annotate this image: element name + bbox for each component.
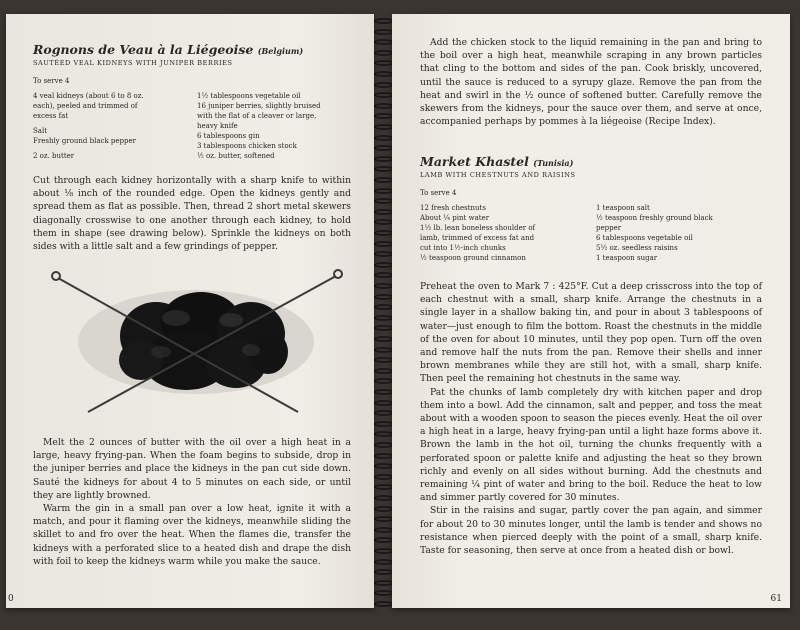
binding-coil (374, 262, 394, 268)
binding-coil (374, 241, 394, 247)
binding-coil (374, 495, 394, 501)
binding-coil (374, 219, 394, 225)
right-ingredients-col1 (420, 204, 586, 264)
left-paragraph-3: Warm the gin in a small pan over a low heat, ignite it with a match, and pour it flaming over the kidneys, meanwhile sliding the skillet to and fro over the heat. When the flames die, transfer the kidneys with a perforated slice to a heated dish and drape the dish with foil to keep the kidneys warm while you make the sauce. (33, 503, 351, 567)
binding-coil (374, 453, 394, 459)
skewered-kidney-photo (36, 260, 366, 420)
ingredient: 4 veal kidneys (about 6 to 8 oz. (33, 92, 144, 100)
right-paragraph-top: Add the chicken stock to the liquid remaining in the pan and bring to the boil over a high heat, meanwhile scraping in any brown particles that cling to the bottom and sides of the pan. Cook briskly, uncovered, until the sauce is reduced to a syrupy glaze. Remove the pan from the heat and swirl in the ½ ounce of softened butter. Carefully remove the skewers from the kidneys, pour the sauce over them, and serve at once, accompanied perhaps by pommes à la liégeoise (Recipe Index). (420, 37, 762, 128)
ingredient: ½ oz. butter, softened (197, 152, 275, 160)
right-recipe-subtitle: LAMB WITH CHESTNUTS AND RAISINS (420, 171, 576, 179)
binding-coil (374, 559, 394, 565)
left-ingredients-col2 (197, 92, 351, 162)
binding-coil (374, 410, 394, 416)
right-recipe-title-text: Market Khastel (420, 154, 529, 169)
ingredient: excess fat (33, 112, 69, 120)
binding-coil (374, 29, 394, 35)
right-paragraph-2: Pat the chunks of lamb completely dry with kitchen paper and drop them into a bowl. Add the cinnamon, salt and pepper, and toss the meat about with a wooden spoon to season the pieces evenly. Heat the oil over a high heat in a large, heavy frying-pan until a light haze forms above it. Brown the lamb in the hot oil, turning the chunks frequently with a perforated spoon or palette knife and adjusting the heat so they brown richly and evenly on all sides without burning. Add the chestnuts and remaining ¼ pint of water and bring to the boil. Reduce the heat to low and simmer partly covered for 30 minutes. (420, 386, 762, 504)
ingredient: 6 tablespoons gin (197, 132, 260, 140)
binding-coil (374, 336, 394, 342)
ingredient: 6 tablespoons vegetable oil (596, 234, 693, 242)
binding-coil (374, 527, 394, 533)
left-paragraph-2: Melt the 2 ounces of butter with the oil over a high heat in a large, heavy frying-pan. When the foam begins to subside, drop in the juniper berries and place the kidneys in the pan cut side down. Sauté the kidneys for about 4 to 5 minutes on each side, or until they are lightly browned. (33, 437, 351, 501)
binding-coil (374, 421, 394, 427)
binding-coil (374, 209, 394, 215)
binding-coil (374, 368, 394, 374)
binding-coil (374, 484, 394, 490)
left-serves: To serve 4 (33, 77, 70, 85)
ingredient: 3 tablespoons chicken stock (197, 142, 297, 150)
ingredient: 12 fresh chestnuts (420, 204, 486, 212)
binding-coil (374, 166, 394, 172)
left-recipe-header (33, 42, 351, 162)
ingredient: lamb, trimmed of excess fat and (420, 234, 535, 242)
binding-coil (374, 71, 394, 77)
left-recipe-subtitle: SAUTÉED VEAL KIDNEYS WITH JUNIPER BERRIES (33, 59, 233, 67)
right-paragraph-1: Preheat the oven to Mark 7 : 425°F. Cut a deep crisscross into the top of each chestnut with a small, sharp knife. Arrange the chestnuts in a single layer in a shallow baking tin, and pour in about 3 tablespoons of water—just enough to film the bottom. Roast the chestnuts in the middle of the oven for about 10 minutes, until they pop open. Turn off the oven and remove half the nuts from the pan. Remove their shells and inner brown membranes while they are still hot, with a small, sharp knife. Then peel the remaining hot chestnuts in the same way. (420, 281, 762, 385)
ingredient: 16 juniper berries, slightly bruised (197, 102, 321, 110)
ingredient: pepper (596, 224, 622, 232)
binding-coil (374, 156, 394, 162)
binding-coil (374, 442, 394, 448)
binding-coil (374, 82, 394, 88)
ingredient: ½ teaspoon ground cinnamon (420, 254, 526, 262)
binding-coil (374, 124, 394, 130)
ingredient: ½ teaspoon freshly ground black (596, 214, 713, 222)
binding-coil (374, 463, 394, 469)
binding-coil (374, 378, 394, 384)
binding-coil (374, 325, 394, 331)
binding-coil (374, 357, 394, 363)
left-ingredients-col1 (33, 92, 187, 162)
binding-coil (374, 506, 394, 512)
binding-coil (374, 283, 394, 289)
binding-coil (374, 135, 394, 141)
right-recipe-header (420, 154, 762, 264)
binding-coil (374, 537, 394, 543)
ingredient: 1 teaspoon salt (596, 204, 650, 212)
binding-coil (374, 113, 394, 119)
binding-coil (374, 569, 394, 575)
ingredient: heavy knife (197, 122, 238, 130)
right-paragraph-3: Stir in the raisins and sugar, partly cover the pan again, and simmer for about 20 to 30 minutes longer, until the lamb is tender and shows no resistance when pierced deeply with the point of a small, sharp knife. Taste for seasoning, then serve at once from a heated dish or bowl. (420, 505, 762, 557)
binding-coil (374, 389, 394, 395)
ingredient: Freshly ground black pepper (33, 137, 136, 145)
binding-coil (374, 145, 394, 151)
binding-coil (374, 103, 394, 109)
binding-coil (374, 580, 394, 586)
right-method (420, 280, 762, 557)
right-ingredients-col2 (596, 204, 762, 264)
left-recipe-title (33, 42, 351, 57)
binding-coil (374, 230, 394, 236)
binding-coil (374, 304, 394, 310)
binding-coil (374, 177, 394, 183)
ingredient: each), peeled and trimmed of (33, 102, 138, 110)
binding-coil (374, 347, 394, 353)
ingredient: 2 oz. butter (33, 152, 75, 160)
binding-coil (374, 315, 394, 321)
left-method (33, 436, 351, 568)
binding-coil (374, 548, 394, 554)
left-paragraph-1: Cut through each kidney horizontally with a sharp knife to within about ⅛ inch of the rounded edge. Open the kidneys gently and spread them as flat as possible. Then, thread 2 short metal skewers diagonally crosswise to one another through each kidney, to hold them in shape (see drawing below). Sprinkle the kidneys on both sides with a little salt and a few grindings of pepper. (33, 175, 351, 253)
binding-coil (374, 431, 394, 437)
ingredient: 5½ oz. seedless raisins (596, 244, 678, 252)
ingredient: Salt (33, 127, 48, 135)
ingredient: About ¼ pint water (420, 214, 490, 222)
binding-coil (374, 92, 394, 98)
right-serves: To serve 4 (420, 189, 457, 197)
left-recipe-title-text: Rognons de Veau à la Liégeoise (33, 42, 254, 57)
left-ingredients (33, 92, 351, 162)
binding-coil (374, 294, 394, 300)
ingredient: 1½ lb. lean boneless shoulder of (420, 224, 536, 232)
left-page (6, 14, 374, 608)
binding-coil (374, 39, 394, 45)
binding-coil (374, 601, 394, 607)
ingredient: with the flat of a cleaver or large, (197, 112, 317, 120)
binding-coil (374, 590, 394, 596)
binding-coil (374, 251, 394, 257)
binding-coil (374, 60, 394, 66)
right-recipe-region: (Tunisia) (533, 158, 574, 168)
binding-coil (374, 18, 394, 24)
binding-coil (374, 50, 394, 56)
ingredient: 1½ tablespoons vegetable oil (197, 92, 301, 100)
left-page-number: 0 (8, 594, 14, 604)
right-recipe-title (420, 154, 762, 169)
binding-coil (374, 272, 394, 278)
binding-coil (374, 474, 394, 480)
binding-coil (374, 516, 394, 522)
binding-coil (374, 400, 394, 406)
right-page (392, 14, 790, 608)
binding-coil (374, 198, 394, 204)
left-recipe-region: (Belgium) (257, 46, 304, 56)
ingredient: 1 teaspoon sugar (596, 254, 658, 262)
ingredient: cut into 1½-inch chunks (420, 244, 506, 252)
binding-coil (374, 188, 394, 194)
right-page-number: 61 (770, 594, 782, 604)
right-ingredients (420, 204, 762, 264)
